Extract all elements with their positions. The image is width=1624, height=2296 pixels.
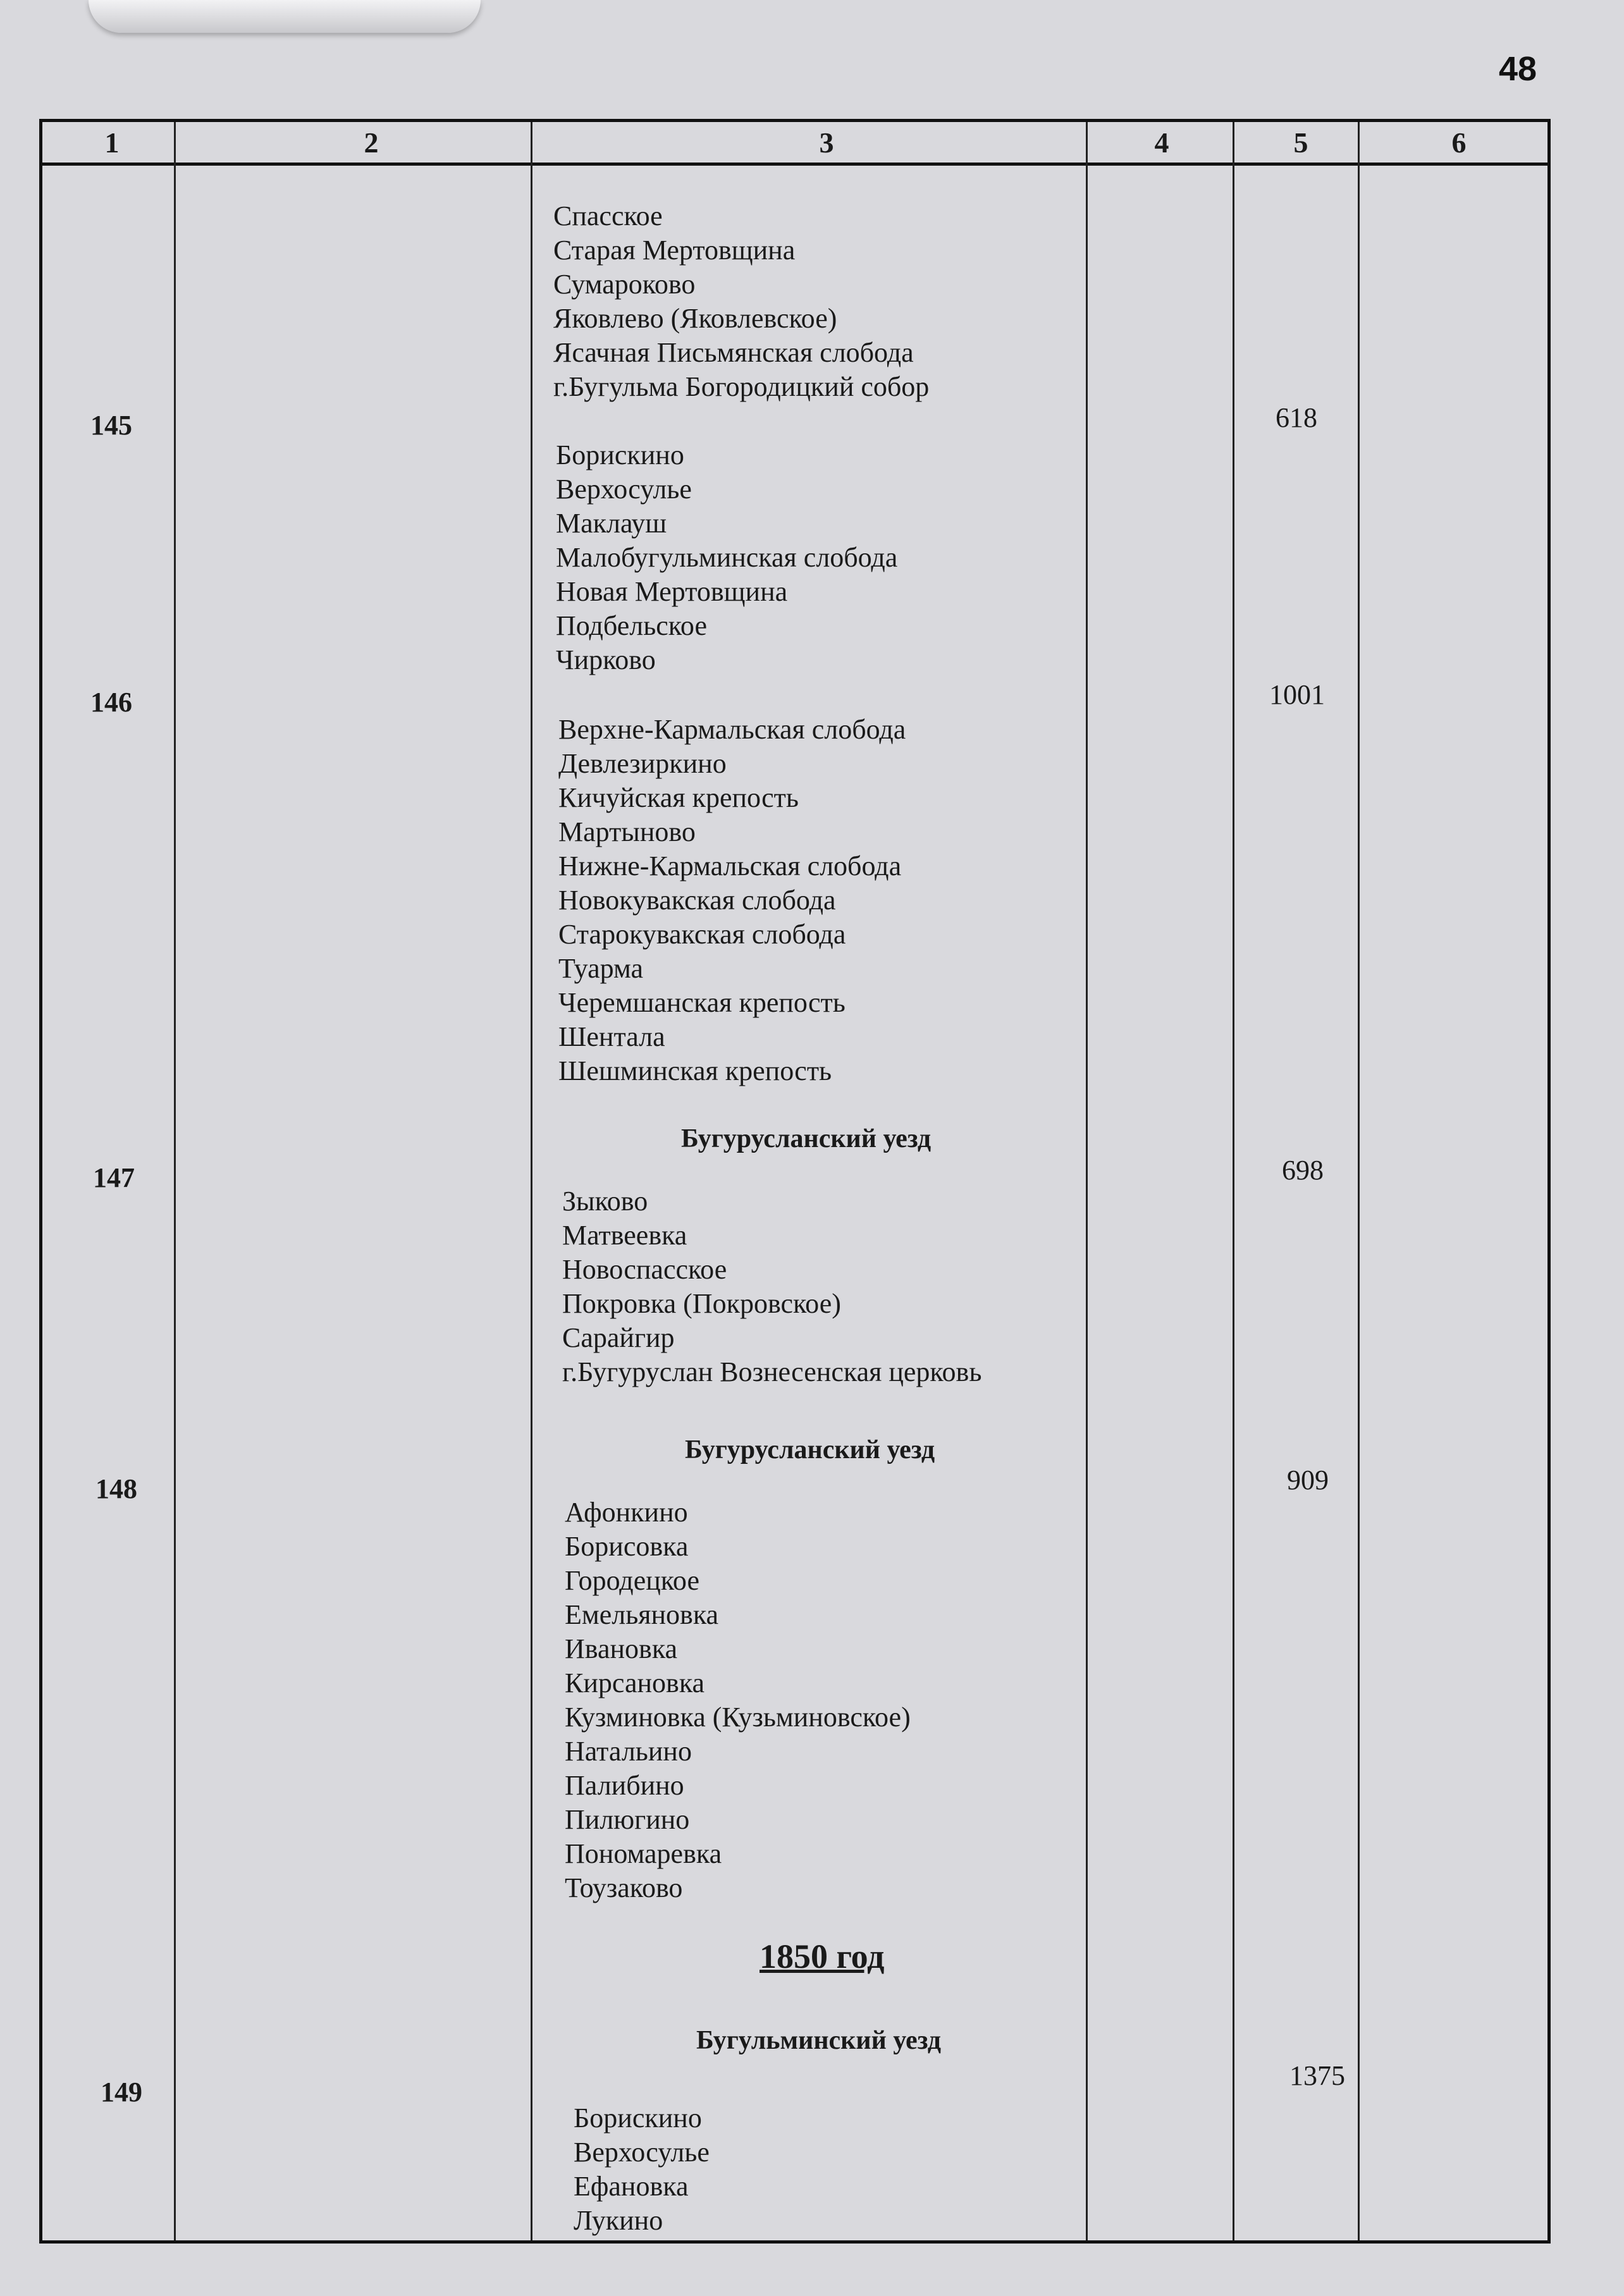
register-table xyxy=(39,119,1551,2244)
page-number: 48 xyxy=(1499,50,1537,88)
place-name: г.Бугуруслан Вознесенская церковь xyxy=(562,1356,982,1387)
place-name: Ивановка xyxy=(565,1633,678,1664)
row-number: 146 xyxy=(90,687,132,718)
place-name: Емельяновка xyxy=(565,1599,719,1630)
place-name: Ефановка xyxy=(574,2171,689,2202)
place-name: Городецкое xyxy=(565,1565,699,1596)
place-name: Шешминская крепость xyxy=(558,1055,832,1086)
place-name: Подбельское xyxy=(556,610,707,641)
place-name: Маклауш xyxy=(556,508,667,539)
place-name: Матвеевка xyxy=(562,1220,687,1251)
place-name: Шентала xyxy=(558,1021,665,1052)
column-divider xyxy=(174,122,176,2240)
place-name: Пономаревка xyxy=(565,1838,722,1869)
quantity-value: 1001 xyxy=(1269,679,1325,710)
place-name: г.Бугульма Богородицкий собор xyxy=(553,371,930,402)
place-name: Девлезиркино xyxy=(558,748,727,779)
place-name: Борискино xyxy=(574,2103,702,2133)
column-header-3: 3 xyxy=(819,126,834,159)
place-name: Туарма xyxy=(558,953,644,984)
place-name: Зыково xyxy=(562,1186,648,1217)
district-heading: Бугурусланский уезд xyxy=(685,1435,935,1464)
row-number: 145 xyxy=(90,410,132,441)
column-divider xyxy=(531,122,532,2240)
place-name: Покровка (Покровское) xyxy=(562,1288,841,1319)
place-name: Старокувакская слобода xyxy=(558,919,846,950)
place-name: Афонкино xyxy=(565,1497,688,1528)
place-name: Верхосулье xyxy=(556,474,692,505)
place-name: Новая Мертовщина xyxy=(556,576,788,607)
place-name: Ясачная Письмянская слобода xyxy=(553,337,914,368)
binder-clip xyxy=(89,0,481,33)
place-name: Лукино xyxy=(574,2205,663,2236)
quantity-value: 1375 xyxy=(1289,2060,1345,2091)
year-heading: 1850 год xyxy=(760,1937,885,1975)
column-header-2: 2 xyxy=(364,126,379,159)
column-header-4: 4 xyxy=(1154,126,1169,159)
district-heading: Бугурусланский уезд xyxy=(681,1124,932,1153)
column-divider xyxy=(1086,122,1088,2240)
place-name: Новоспасское xyxy=(562,1254,727,1285)
place-name: Пилюгино xyxy=(565,1804,690,1835)
column-header-1: 1 xyxy=(104,126,120,159)
place-name: Старая Мертовщина xyxy=(553,235,796,266)
district-heading: Бугульминский уезд xyxy=(696,2026,941,2055)
place-name: Борискино xyxy=(556,439,684,470)
row-number: 149 xyxy=(101,2077,142,2108)
column-header-5: 5 xyxy=(1293,126,1308,159)
place-name: Новокувакская слобода xyxy=(558,885,836,916)
place-name: Палибино xyxy=(565,1770,684,1801)
quantity-value: 909 xyxy=(1287,1464,1329,1495)
column-divider xyxy=(1233,122,1234,2240)
place-name: Натальино xyxy=(565,1736,692,1767)
place-name: Черемшанская крепость xyxy=(558,987,846,1018)
table-header-row xyxy=(42,122,1547,166)
row-number: 148 xyxy=(95,1473,137,1504)
place-name: Кичуйская крепость xyxy=(558,782,799,813)
place-name: Верхосулье xyxy=(574,2137,710,2168)
place-name: Спасское xyxy=(553,200,663,231)
place-name: Тоузаково xyxy=(565,1872,683,1903)
column-divider xyxy=(1358,122,1360,2240)
place-name: Кирсановка xyxy=(565,1667,705,1698)
place-name: Мартыново xyxy=(558,816,696,847)
place-name: Сарайгир xyxy=(562,1322,675,1353)
place-name: Кузминовка (Кузьминовское) xyxy=(565,1702,911,1733)
place-name: Верхне-Кармальская слобода xyxy=(558,714,906,745)
column-header-6: 6 xyxy=(1451,126,1467,159)
place-name: Яковлево (Яковлевское) xyxy=(553,303,837,334)
place-name: Нижне-Кармальская слобода xyxy=(558,850,902,881)
row-number: 147 xyxy=(93,1162,135,1193)
place-name: Борисовка xyxy=(565,1531,689,1562)
place-name: Сумароково xyxy=(553,269,696,300)
place-name: Чирково xyxy=(556,644,656,675)
quantity-value: 618 xyxy=(1276,402,1317,433)
quantity-value: 698 xyxy=(1282,1155,1324,1186)
place-name: Малобугульминская слобода xyxy=(556,542,898,573)
